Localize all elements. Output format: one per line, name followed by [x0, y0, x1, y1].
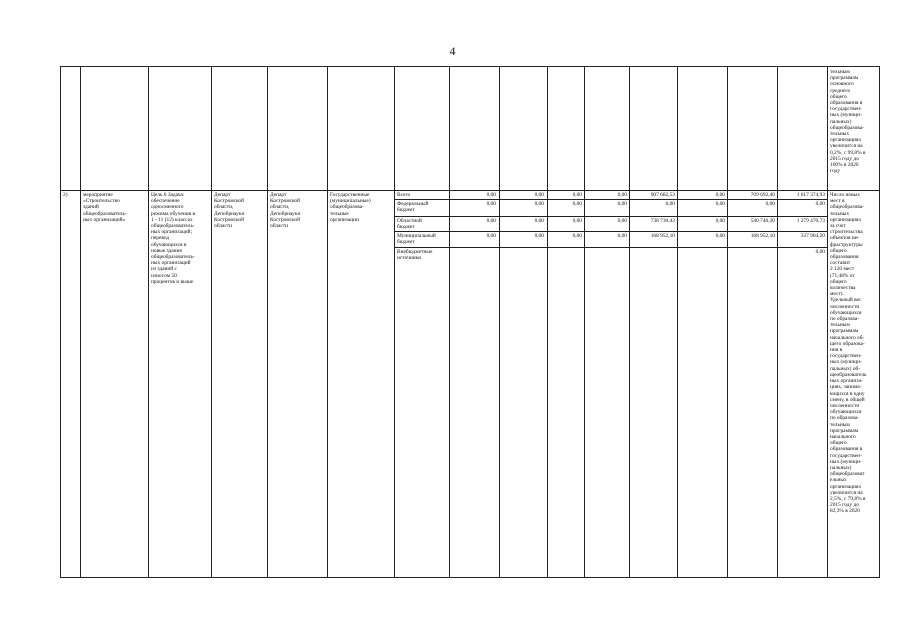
funding-value: 0,00 [665, 201, 675, 207]
funding-source: Внебюджетные источники [397, 249, 433, 262]
col-divider [777, 67, 778, 577]
funding-value: 0,00 [486, 233, 496, 239]
col-divider [827, 67, 828, 577]
funding-value: 0,00 [617, 233, 627, 239]
col-divider [547, 67, 548, 577]
funding-value: 0,00 [486, 201, 496, 207]
col-divider [211, 67, 212, 577]
col-divider [499, 67, 500, 577]
funding-value: 0,00 [715, 192, 725, 198]
funding-source: Муниципальный бюджет [397, 233, 436, 246]
responsible-executor: Департ Костромской области, Депобрнауки Костромской области [214, 192, 245, 230]
funding-value: 0,00 [534, 192, 544, 198]
col-divider [148, 67, 149, 577]
program-table [60, 66, 880, 578]
funding-value: 0,00 [815, 249, 825, 255]
funding-value: 0,00 [572, 192, 582, 198]
row-number: 2) [63, 192, 68, 198]
funding-value: 1 617 374,93 [796, 192, 825, 198]
page-number: 4 [449, 44, 456, 58]
funding-value: 0,00 [534, 218, 544, 224]
prev-row-result: тельным программам основного среднего общего образования в государствен- ных (муници- пальных) общеобразова- тельных организациях увеличится на 0,2%, с 99,8% в 2015 году до 100% в 2020 году [830, 69, 866, 175]
funding-source: Областной бюджет [397, 218, 422, 231]
funding-value: 0,00 [572, 201, 582, 207]
event-result: Число новых мест в общеобразова- тельных организациях за счет строительства объектов ин- фраструктуры общего образования составит 2 120 мест (71,48% от общего количества мест). Удельный вес численности обучающихся по образова- тельным программам начального об- щего образова- ния в государствен- ных (муници- пальных) об- щеобразователь ных организа- циях, занима- ющихся в одну смену, в общей численности обучающихся по образова- тельным программам начального общего образования в государствен- ных (муници- пальных) общеобразоват ельных организациях увеличится на 2,5%, с 79,8% в 2015 году до 82,3% в 2020 [830, 192, 867, 515]
funding-value: 337 904,20 [800, 233, 825, 239]
funding-value: 0,00 [715, 218, 725, 224]
funding-value: 168 952,10 [750, 233, 775, 239]
event-goal: Цель 6 Задача: обеспечение односменного режима обучения в 1 - 11 (12) классах общеобразователь- ных организаций; перевод обучающихся в новые здания общеобразователь- ных организаций из зданий с износом 50 процентов и выше [151, 192, 195, 285]
funding-value: 168 952,10 [650, 233, 675, 239]
funding-value: 0,00 [572, 233, 582, 239]
funding-divider [394, 216, 827, 217]
funding-value: 1 279 470,73 [796, 218, 825, 224]
funding-value: 0,00 [534, 233, 544, 239]
funding-source: Всего [397, 192, 411, 198]
funding-value: 709 692,40 [750, 192, 775, 198]
col-divider [394, 67, 395, 577]
funding-value: 0,00 [534, 201, 544, 207]
funding-value: 0,00 [715, 201, 725, 207]
funding-value: 0,00 [715, 233, 725, 239]
funding-value: 0,00 [617, 218, 627, 224]
col-divider [629, 67, 630, 577]
col-divider [449, 67, 450, 577]
funding-value: 0,00 [617, 201, 627, 207]
funding-value: 0,00 [815, 201, 825, 207]
col-divider [80, 67, 81, 577]
funding-divider [394, 231, 827, 232]
participants: Государственные (муниципальные) общеобразова- тельные организации [330, 192, 371, 223]
funding-value: 540 740,30 [750, 218, 775, 224]
funding-value: 0,00 [486, 192, 496, 198]
event-name: мероприятие «Строительство зданий общеобразователь- ных организаций» [83, 192, 127, 223]
funding-source: Федеральный бюджет [397, 201, 429, 214]
funding-value: 0,00 [486, 218, 496, 224]
col-divider [677, 67, 678, 577]
col-divider [727, 67, 728, 577]
funding-value: 0,00 [572, 218, 582, 224]
funding-value: 0,00 [765, 201, 775, 207]
funding-value: 907 682,53 [650, 192, 675, 198]
funding-divider [394, 199, 827, 200]
funding-divider [394, 247, 827, 248]
row-divider [61, 190, 879, 191]
funding-value: 0,00 [617, 192, 627, 198]
col-divider [267, 67, 268, 577]
col-divider [327, 67, 328, 577]
col-divider [584, 67, 585, 577]
co-executor: Департ Костромской области, Депобрнауки Костромской области [270, 192, 301, 230]
funding-value: 738 730,43 [650, 218, 675, 224]
